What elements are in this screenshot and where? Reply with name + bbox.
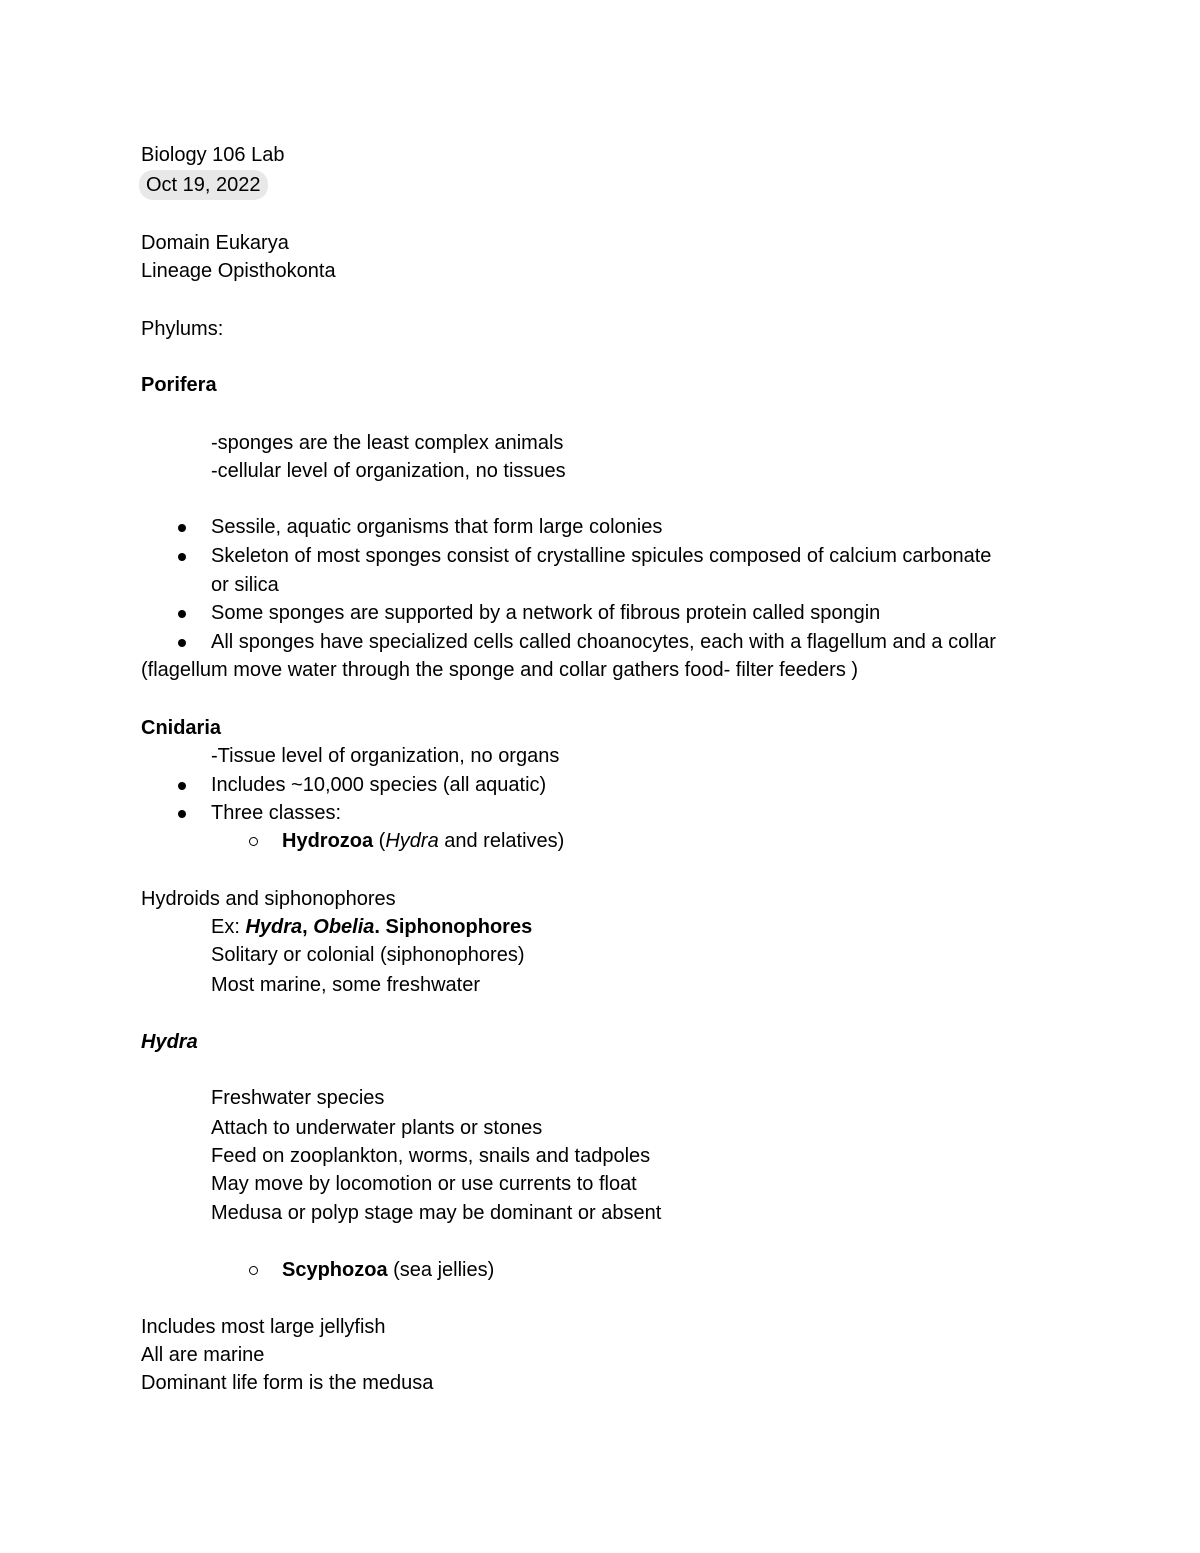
hollow-bullet-icon (249, 1266, 258, 1275)
cnidaria-note: -Tissue level of organization, no organs (211, 745, 560, 767)
scyphozoa-line: All are marine (141, 1344, 265, 1366)
hydra-heading: Hydra (141, 1031, 198, 1053)
hydroids-example: Ex: Hydra, Obelia. Siphonophores (211, 916, 533, 938)
domain-line: Domain Eukarya (141, 232, 289, 254)
doc-title: Biology 106 Lab (141, 144, 285, 166)
hollow-bullet-icon (249, 837, 258, 846)
porifera-note: -cellular level of organization, no tissues (211, 460, 566, 482)
hydra-line: Medusa or polyp stage may be dominant or absent (211, 1202, 662, 1224)
hydra-line: May move by locomotion or use currents to float (211, 1173, 637, 1195)
bullet-icon (178, 553, 186, 561)
hydroids-line: Solitary or colonial (siphonophores) (211, 944, 525, 966)
porifera-note: -sponges are the least complex animals (211, 432, 564, 454)
hydroids-line: Most marine, some freshwater (211, 974, 480, 996)
hydra-line: Attach to underwater plants or stones (211, 1117, 543, 1139)
porifera-heading: Porifera (141, 374, 217, 396)
date-chip-line (141, 170, 268, 200)
bullet-icon (178, 782, 186, 790)
hydra-line: Freshwater species (211, 1087, 385, 1109)
phylums-label: Phylums: (141, 318, 224, 340)
bullet-icon (178, 639, 186, 647)
bullet-icon (178, 610, 186, 618)
cnidaria-heading: Cnidaria (141, 717, 222, 739)
hydroids-heading: Hydroids and siphonophores (141, 888, 396, 910)
porifera-continuation: (flagellum move water through the sponge and collar gathers food- filter feeders ) (141, 659, 859, 681)
lineage-line: Lineage Opisthokonta (141, 260, 336, 282)
bullet-icon (178, 524, 186, 532)
hydra-line: Feed on zooplankton, worms, snails and tadpoles (211, 1145, 651, 1167)
list-item-continuation: or silica (211, 574, 279, 596)
scyphozoa-line: Includes most large jellyfish (141, 1316, 386, 1338)
scyphozoa-line: Dominant life form is the medusa (141, 1372, 434, 1394)
bullet-icon (178, 810, 186, 818)
date-chip[interactable]: Oct 19, 2022 (139, 170, 268, 200)
